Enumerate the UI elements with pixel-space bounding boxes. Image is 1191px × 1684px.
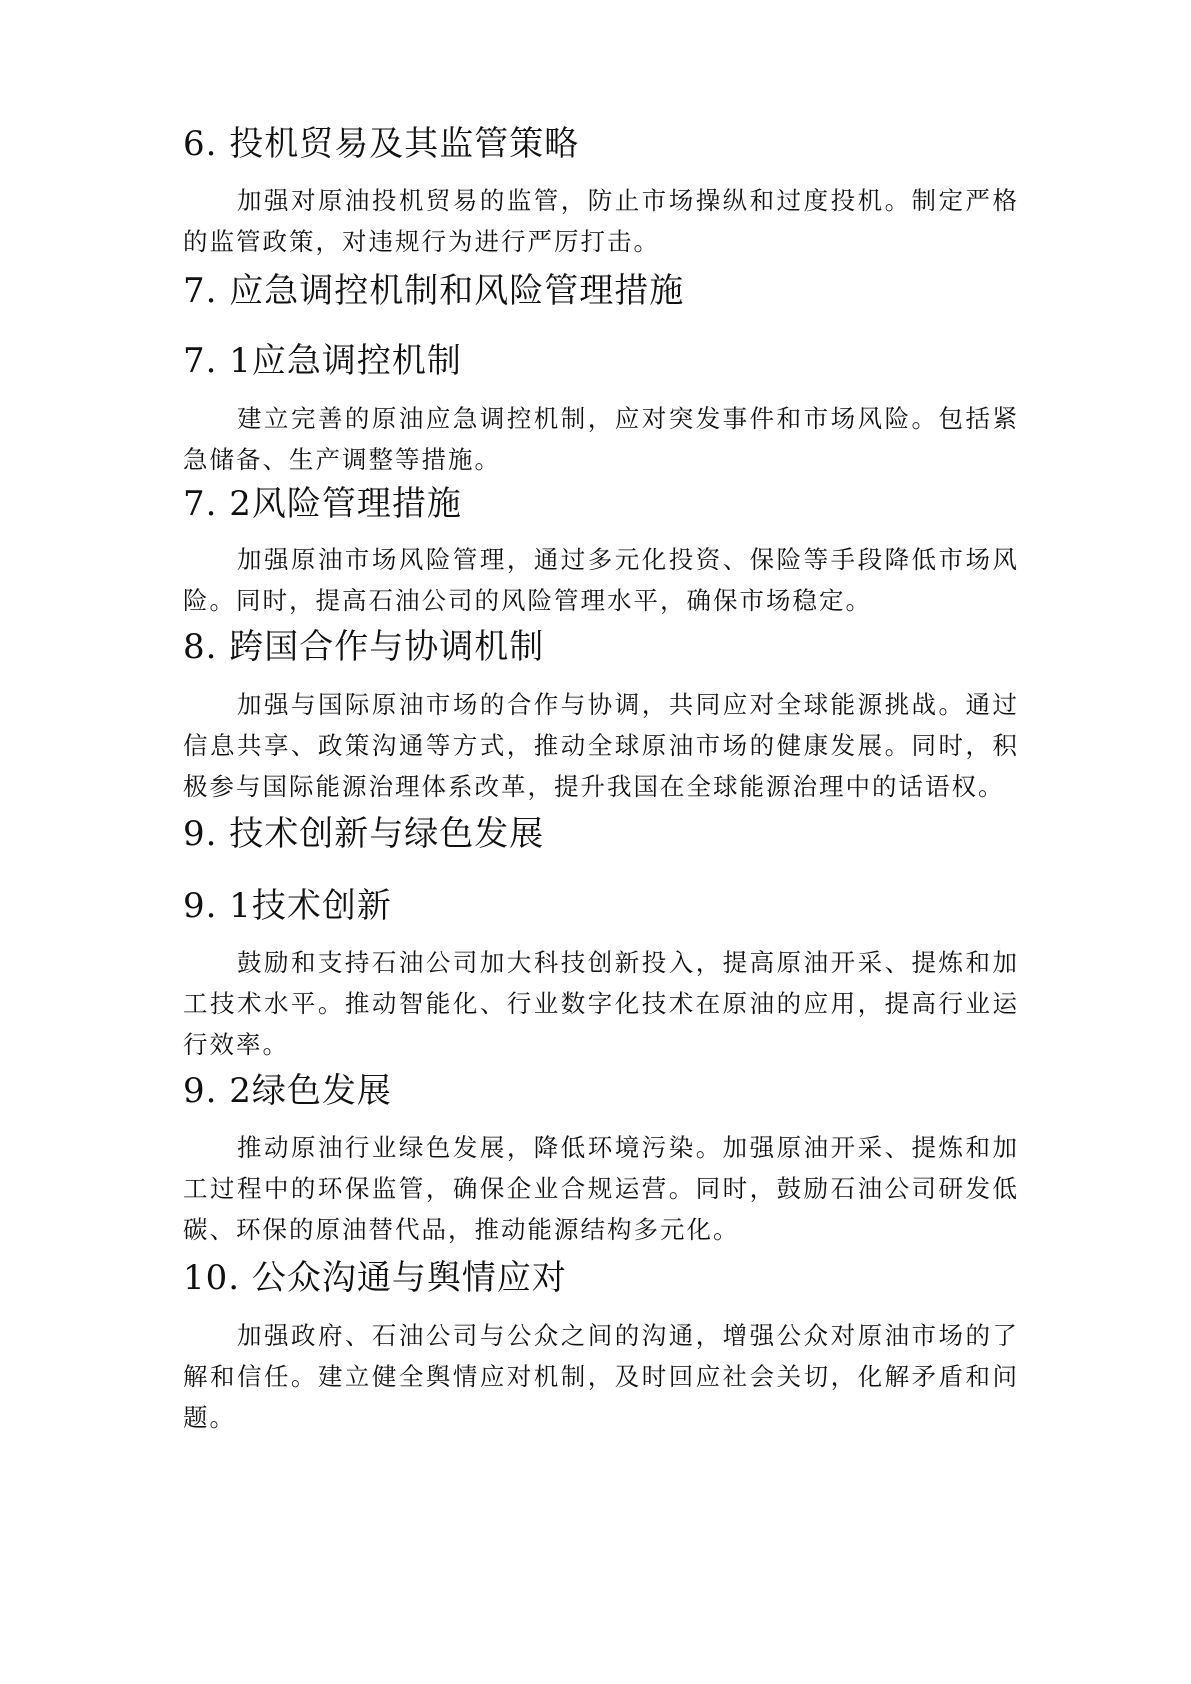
paragraph-section-7-1: 建立完善的原油应急调控机制，应对突发事件和市场风险。包括紧急储备、生产调整等措施。 bbox=[183, 404, 1019, 474]
section-10-body bbox=[183, 1315, 1019, 1438]
heading-section-9: 9. 技术创新与绿色发展 bbox=[183, 814, 545, 854]
section-6-body bbox=[183, 180, 1019, 262]
section-7-1-body bbox=[183, 398, 1019, 480]
section-7-2 bbox=[183, 483, 1019, 525]
heading-section-8: 8. 跨国合作与协调机制 bbox=[183, 627, 545, 667]
section-7-1 bbox=[183, 340, 1019, 382]
section-9-2-body bbox=[183, 1127, 1019, 1250]
section-9-1 bbox=[183, 885, 1019, 927]
section-9 bbox=[183, 813, 1019, 855]
section-9-2 bbox=[183, 1070, 1019, 1112]
section-9-1-body bbox=[183, 942, 1019, 1065]
heading-section-9-2: 9. 2绿色发展 bbox=[183, 1071, 392, 1111]
paragraph-section-9-2: 推动原油行业绿色发展，降低环境污染。加强原油开采、提炼和加工过程中的环保监管，确保企业合规运营。同时，鼓励石油公司研发低碳、环保的原油替代品，推动能源结构多元化。 bbox=[183, 1133, 1019, 1244]
section-8 bbox=[183, 626, 1019, 668]
section-7 bbox=[183, 270, 1019, 312]
heading-section-10: 10. 公众沟通与舆情应对 bbox=[183, 1258, 567, 1298]
paragraph-section-7-2: 加强原油市场风险管理，通过多元化投资、保险等手段降低市场风险。同时，提高石油公司的风险管理水平，确保市场稳定。 bbox=[183, 545, 1019, 615]
section-7-2-body bbox=[183, 539, 1019, 621]
paragraph-section-8: 加强与国际原油市场的合作与协调，共同应对全球能源挑战。通过信息共享、政策沟通等方式，推动全球原油市场的健康发展。同时，积极参与国际能源治理体系改革，提升我国在全球能源治理中的话语权。 bbox=[183, 690, 1019, 801]
heading-section-7-1: 7. 1应急调控机制 bbox=[183, 341, 462, 381]
section-8-body bbox=[183, 684, 1019, 807]
section-10 bbox=[183, 1257, 1019, 1299]
heading-section-6: 6. 投机贸易及其监管策略 bbox=[183, 124, 580, 164]
paragraph-section-10: 加强政府、石油公司与公众之间的沟通，增强公众对原油市场的了解和信任。建立健全舆情应对机制，及时回应社会关切，化解矛盾和问题。 bbox=[183, 1321, 1019, 1432]
paragraph-section-9-1: 鼓励和支持石油公司加大科技创新投入，提高原油开采、提炼和加工技术水平。推动智能化、行业数字化技术在原油的应用，提高行业运行效率。 bbox=[183, 948, 1019, 1059]
heading-section-9-1: 9. 1技术创新 bbox=[183, 886, 392, 926]
heading-section-7-2: 7. 2风险管理措施 bbox=[183, 484, 462, 524]
paragraph-section-6: 加强对原油投机贸易的监管，防止市场操纵和过度投机。制定严格的监管政策，对违规行为进行严厉打击。 bbox=[183, 186, 1019, 256]
heading-section-7: 7. 应急调控机制和风险管理措施 bbox=[183, 271, 685, 311]
section-6 bbox=[183, 123, 1019, 165]
